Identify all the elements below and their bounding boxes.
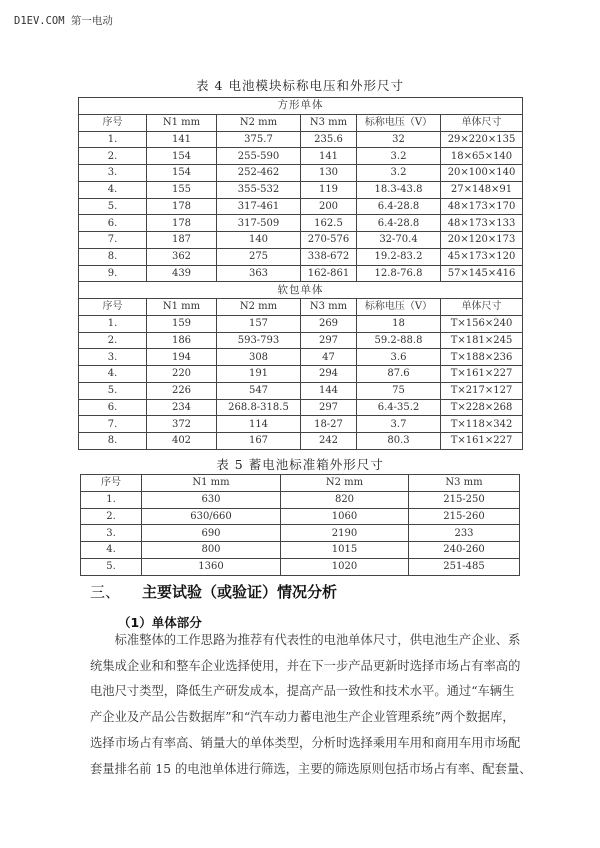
watermark: D1EV.COM 第一电动 xyxy=(14,15,113,27)
table-cell: T×228×268 xyxy=(441,399,523,416)
table-cell: 144 xyxy=(301,382,357,399)
table-cell: 690 xyxy=(142,525,281,542)
column-header: N1 mm xyxy=(147,299,217,316)
table-cell: 140 xyxy=(217,232,301,249)
column-header: N3 mm xyxy=(409,475,520,492)
table-cell: 240-260 xyxy=(409,542,520,559)
table-row xyxy=(79,215,523,232)
column-header: 标称电压（V） xyxy=(357,114,441,131)
table-cell: 355-532 xyxy=(217,181,301,198)
table-cell: 1020 xyxy=(281,558,409,575)
table-cell: 5. xyxy=(79,382,147,399)
table-cell: 3.7 xyxy=(357,416,441,433)
table-cell: 3.6 xyxy=(357,349,441,366)
section-number: 三、 xyxy=(90,583,121,601)
table-cell: 20×100×140 xyxy=(441,165,523,182)
table-cell: 372 xyxy=(147,416,217,433)
table5 xyxy=(80,474,520,576)
table-cell: 297 xyxy=(301,399,357,416)
subsection-heading: （1）单体部分 xyxy=(118,615,202,630)
table-cell: 32 xyxy=(357,131,441,148)
table-cell: 308 xyxy=(217,349,301,366)
section-title: 主要试验（或验证）情况分析 xyxy=(142,583,338,601)
paragraph-line: 产企业及产品公告数据库”和“汽车动力蓄电池生产企业管理系统”两个数据库， xyxy=(90,710,515,725)
table-row xyxy=(79,165,523,182)
paragraph-line: 选择市场占有率高、销量大的单体类型，分析时选择乘用车用和商用车用市场配 xyxy=(90,735,521,750)
table-cell: 7. xyxy=(79,416,147,433)
table-cell: 27×148×91 xyxy=(441,181,523,198)
column-header: N1 mm xyxy=(147,114,217,131)
paragraph-line: 电池尺寸类型，降低生产研发成本，提高产品一致性和技术水平。通过“车辆生 xyxy=(90,684,515,699)
table-cell: 215-250 xyxy=(409,491,520,508)
column-header: N3 mm xyxy=(301,299,357,316)
table-cell: 233 xyxy=(409,525,520,542)
table-cell: 6. xyxy=(79,399,147,416)
table-cell: 178 xyxy=(147,215,217,232)
table-cell: 220 xyxy=(147,366,217,383)
table-cell: 5. xyxy=(79,198,147,215)
column-header-row xyxy=(79,114,523,131)
table-cell: 294 xyxy=(301,366,357,383)
table-cell: 402 xyxy=(147,433,217,450)
table-row xyxy=(79,248,523,265)
table-row xyxy=(81,491,520,508)
section-heading xyxy=(90,581,337,602)
table-row xyxy=(79,366,523,383)
table5-caption: 表 5 蓄电池标准箱外形尺寸 xyxy=(216,457,384,472)
table-cell: 154 xyxy=(147,148,217,165)
table-cell: 159 xyxy=(147,315,217,332)
table-row xyxy=(79,131,523,148)
table-row xyxy=(79,181,523,198)
table-cell: 141 xyxy=(147,131,217,148)
table-cell: 317-461 xyxy=(217,198,301,215)
column-header: 序号 xyxy=(79,299,147,316)
table-cell: 8. xyxy=(79,433,147,450)
table-cell: 18.3-43.8 xyxy=(357,181,441,198)
column-header: N2 mm xyxy=(281,475,409,492)
table-cell: 593-793 xyxy=(217,332,301,349)
table-cell: 252-462 xyxy=(217,165,301,182)
table-cell: 2. xyxy=(81,508,142,525)
table-cell: 45×173×120 xyxy=(441,248,523,265)
table-cell: 186 xyxy=(147,332,217,349)
table-row xyxy=(79,349,523,366)
table-cell: 9. xyxy=(79,265,147,282)
table-cell: 3.2 xyxy=(357,165,441,182)
table-cell: 6.4-28.8 xyxy=(357,215,441,232)
table-cell: 18-27 xyxy=(301,416,357,433)
table4 xyxy=(78,97,523,450)
table-cell: 59.2-88.8 xyxy=(357,332,441,349)
table-cell: 154 xyxy=(147,165,217,182)
table-cell: 800 xyxy=(142,542,281,559)
column-header: 序号 xyxy=(81,475,142,492)
table-cell: 2. xyxy=(79,148,147,165)
table-cell: 7. xyxy=(79,232,147,249)
table-cell: 200 xyxy=(301,198,357,215)
section-title-cell: 软包单体 xyxy=(79,282,523,299)
table-cell: 3.2 xyxy=(357,148,441,165)
table-cell: 362 xyxy=(147,248,217,265)
table-cell: 57×145×416 xyxy=(441,265,523,282)
table-row xyxy=(79,416,523,433)
table-cell: 1060 xyxy=(281,508,409,525)
table-cell: 2. xyxy=(79,332,147,349)
table-cell: 1015 xyxy=(281,542,409,559)
table-cell: 87.6 xyxy=(357,366,441,383)
table-cell: 162-861 xyxy=(301,265,357,282)
table-cell: 4. xyxy=(79,366,147,383)
table-cell: 226 xyxy=(147,382,217,399)
table-cell: 3. xyxy=(79,349,147,366)
column-header: N2 mm xyxy=(217,299,301,316)
table-row xyxy=(79,399,523,416)
table-cell: 32-70.4 xyxy=(357,232,441,249)
column-header: N3 mm xyxy=(301,114,357,131)
table-cell: 547 xyxy=(217,382,301,399)
table-cell: 1360 xyxy=(142,558,281,575)
paragraph-line: 套量排名前 15 的电池单体进行筛选，主要的筛选原则包括市场占有率、配套量、 xyxy=(90,761,532,776)
table-cell: 820 xyxy=(281,491,409,508)
table-row xyxy=(81,508,520,525)
table-cell: 162.5 xyxy=(301,215,357,232)
column-header: N2 mm xyxy=(217,114,301,131)
table-cell: 242 xyxy=(301,433,357,450)
table-cell: 363 xyxy=(217,265,301,282)
table-row xyxy=(79,382,523,399)
table-cell: 187 xyxy=(147,232,217,249)
section-title-cell: 方形单体 xyxy=(79,98,523,115)
table-cell: 178 xyxy=(147,198,217,215)
table-cell: 297 xyxy=(301,332,357,349)
column-header-row xyxy=(79,299,523,316)
table-cell: 375.7 xyxy=(217,131,301,148)
table-cell: 48×173×133 xyxy=(441,215,523,232)
table-cell: T×156×240 xyxy=(441,315,523,332)
table-row xyxy=(81,542,520,559)
body-paragraph xyxy=(90,628,530,782)
table-cell: 157 xyxy=(217,315,301,332)
table-cell: 191 xyxy=(217,366,301,383)
table-cell: T×217×127 xyxy=(441,382,523,399)
table-cell: 1. xyxy=(81,491,142,508)
table-cell: 338-672 xyxy=(301,248,357,265)
table-cell: 18 xyxy=(357,315,441,332)
table-cell: T×118×342 xyxy=(441,416,523,433)
table-cell: 1. xyxy=(79,315,147,332)
table-cell: 19.2-83.2 xyxy=(357,248,441,265)
paragraph-line: 统集成企业和和整车企业选择使用，并在下一步产品更新时选择市场占有率高的 xyxy=(90,658,521,673)
column-header: 单体尺寸 xyxy=(441,299,523,316)
table-cell: 269 xyxy=(301,315,357,332)
table-cell: T×161×227 xyxy=(441,433,523,450)
table-cell: 80.3 xyxy=(357,433,441,450)
table-row xyxy=(81,558,520,575)
table-cell: 141 xyxy=(301,148,357,165)
table-cell: 6.4-28.8 xyxy=(357,198,441,215)
table-cell: 155 xyxy=(147,181,217,198)
table-cell: 48×173×170 xyxy=(441,198,523,215)
table-cell: 12.8-76.8 xyxy=(357,265,441,282)
table-cell: 29×220×135 xyxy=(441,131,523,148)
table-cell: 47 xyxy=(301,349,357,366)
table-row xyxy=(79,148,523,165)
table-cell: 119 xyxy=(301,181,357,198)
table-cell: 20×120×173 xyxy=(441,232,523,249)
section-header-row xyxy=(79,282,523,299)
table-cell: 251-485 xyxy=(409,558,520,575)
table-cell: 5. xyxy=(81,558,142,575)
column-header-row xyxy=(81,475,520,492)
table-cell: 630 xyxy=(142,491,281,508)
paragraph-line: 标准整体的工作思路为推荐有代表性的电池单体尺寸，供电池生产企业、系 xyxy=(90,633,521,647)
table-cell: 234 xyxy=(147,399,217,416)
table-cell: 114 xyxy=(217,416,301,433)
table-cell: 268.8-318.5 xyxy=(217,399,301,416)
table-cell: 6. xyxy=(79,215,147,232)
table-row xyxy=(79,232,523,249)
table-cell: 8. xyxy=(79,248,147,265)
table-cell: 215-260 xyxy=(409,508,520,525)
table-row xyxy=(79,332,523,349)
column-header: N1 mm xyxy=(142,475,281,492)
table-cell: 6.4-35.2 xyxy=(357,399,441,416)
section-header-row xyxy=(79,98,523,115)
table-cell: 130 xyxy=(301,165,357,182)
table-cell: T×161×227 xyxy=(441,366,523,383)
table-cell: T×188×236 xyxy=(441,349,523,366)
table-cell: 317-509 xyxy=(217,215,301,232)
table-cell: 235.6 xyxy=(301,131,357,148)
table4-caption: 表 4 电池模块标称电压和外形尺寸 xyxy=(196,78,404,93)
table-cell: 439 xyxy=(147,265,217,282)
table-cell: 270-576 xyxy=(301,232,357,249)
table-cell: 75 xyxy=(357,382,441,399)
table-cell: 1. xyxy=(79,131,147,148)
table-cell: 194 xyxy=(147,349,217,366)
table-cell: 167 xyxy=(217,433,301,450)
table-cell: 275 xyxy=(217,248,301,265)
table-cell: 3. xyxy=(81,525,142,542)
table-cell: 4. xyxy=(81,542,142,559)
table-cell: 630/660 xyxy=(142,508,281,525)
table-row xyxy=(79,198,523,215)
table-row xyxy=(79,315,523,332)
table-row xyxy=(79,433,523,450)
table-cell: 4. xyxy=(79,181,147,198)
column-header: 标称电压（V） xyxy=(357,299,441,316)
table-cell: 3. xyxy=(79,165,147,182)
table-cell: T×181×245 xyxy=(441,332,523,349)
table-cell: 2190 xyxy=(281,525,409,542)
table-row xyxy=(81,525,520,542)
column-header: 单体尺寸 xyxy=(441,114,523,131)
table-row xyxy=(79,265,523,282)
table-cell: 255-590 xyxy=(217,148,301,165)
table-cell: 18×65×140 xyxy=(441,148,523,165)
column-header: 序号 xyxy=(79,114,147,131)
